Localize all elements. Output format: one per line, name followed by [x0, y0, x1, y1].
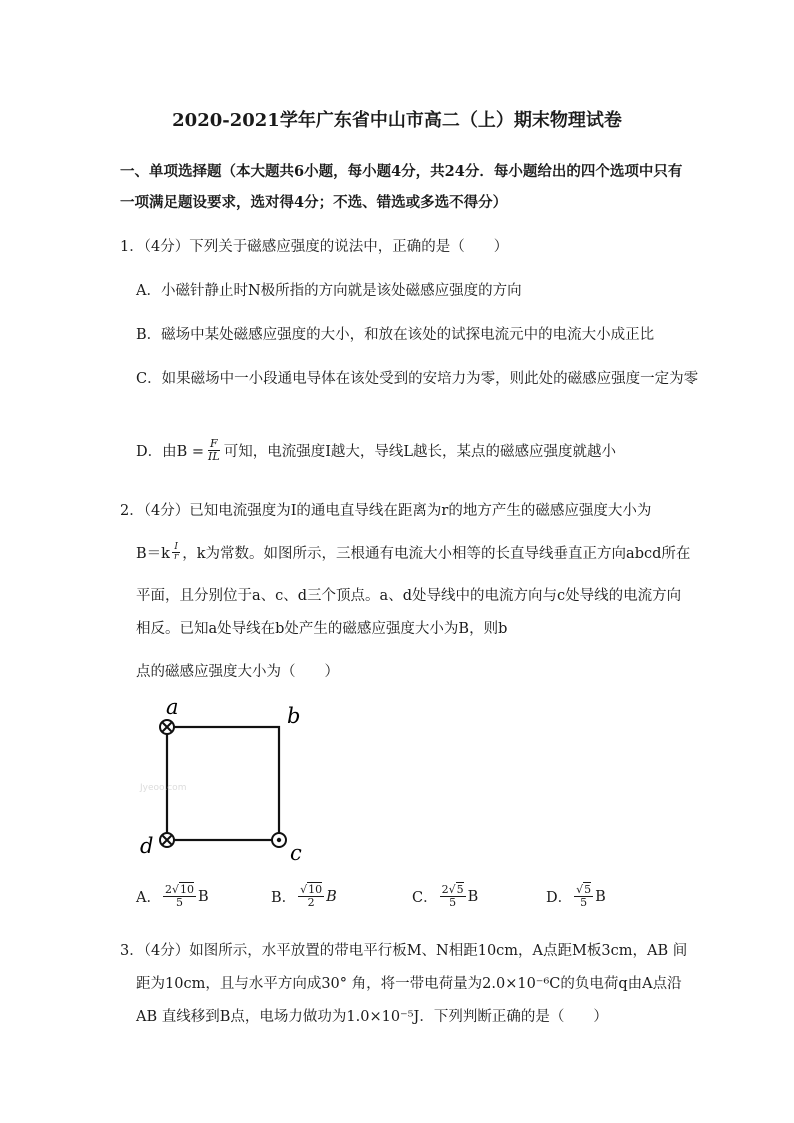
question-2-line4: 相反。已知a处导线在b处产生的磁感应强度大小为B，则b	[136, 621, 508, 637]
question-2-option-c	[412, 884, 478, 909]
formula-fraction	[172, 543, 180, 562]
question-2-line5: 点的磁感应强度大小为（ ）	[136, 664, 339, 680]
question-1-stem: 1．（4分）下列关于磁感应强度的说法中，正确的是（ ）	[120, 239, 509, 255]
unit: B	[595, 888, 606, 905]
denominator: 5	[175, 896, 183, 909]
question-1-option-a: A．小磁针静止时N极所指的方向就是该处磁感应强度的方向	[136, 283, 522, 299]
square-wires-figure	[130, 690, 330, 870]
radicand: 5	[584, 883, 592, 896]
coefficient: 2	[164, 883, 172, 896]
wire-a-into-page-icon	[160, 720, 174, 734]
question-2-option-b	[271, 884, 337, 909]
unit: B	[326, 888, 337, 905]
label-a: a	[166, 695, 179, 719]
coefficient: 2	[441, 883, 449, 896]
question-1-option-b: B．磁场中某处磁感应强度的大小，和放在该处的试探电流元中的电流大小成正比	[136, 327, 655, 343]
section-heading-line2: 一项满足题设要求，选对得4分；不选、错选或多选不得分）	[120, 194, 508, 211]
option-fraction: $\frac{√5}{5}$	[576, 883, 592, 909]
denominator: 2	[307, 896, 315, 909]
wire-c-out-of-page-icon	[272, 833, 286, 847]
option-d-suffix: 可知，电流强度I越大，导线L越长，某点的磁感应强度就越小	[223, 444, 617, 460]
option-letter: C．	[412, 890, 438, 906]
page-title: 2020-2021学年广东省中山市高二（上）期末物理试卷	[172, 110, 622, 131]
option-fraction: $\frac{√10}{2}$	[300, 883, 323, 909]
option-fraction: $\frac{2√10}{5}$	[164, 883, 194, 909]
fraction-denominator: r	[173, 552, 179, 562]
wire-d-into-page-icon	[160, 833, 174, 847]
radicand: 10	[180, 883, 194, 896]
question-3-line1: 3．（4分）如图所示，水平放置的带电平行板M、N相距10cm，A点距M板3cm，AB 间	[120, 943, 688, 959]
radicand: 10	[308, 883, 323, 896]
denominator: 5	[449, 896, 457, 909]
label-b: b	[287, 704, 301, 728]
denominator: 5	[580, 896, 588, 909]
question-3-line2: 距为10cm，且与水平方向成30° 角，将一带电荷量为2.0×10⁻⁶C的负电荷q由A点沿	[136, 976, 682, 992]
question-2-option-a	[136, 884, 209, 909]
question-3-line3: AB 直线移到B点，电场力做功为1.0×10⁻⁵J．下列判断正确的是（ ）	[136, 1009, 608, 1025]
question-2-line2	[136, 542, 690, 563]
label-d: d	[140, 834, 154, 858]
question-2-stem: 2．（4分）已知电流强度为I的通电直导线在距离为r的地方产生的磁感应强度大小为	[120, 503, 652, 519]
radicand: 5	[456, 883, 464, 896]
option-d-prefix: D．由B =	[136, 444, 205, 460]
option-letter: A．	[136, 890, 161, 906]
unit: B	[467, 888, 479, 905]
fraction-numerator: F	[210, 437, 218, 450]
label-c: c	[290, 841, 302, 865]
watermark: Jyeoo.com	[140, 783, 187, 793]
question-1-option-c: C．如果磁场中一小段通电导体在该处受到的安培力为零，则此处的磁感应强度一定为零	[136, 371, 699, 387]
question-2-line3: 平面，且分别位于a、c、d三个顶点。a、d处导线中的电流方向与c处导线的电流方向	[136, 588, 682, 604]
question-1-option-d	[136, 438, 616, 463]
question-2-option-d	[546, 884, 606, 909]
formula-suffix: ，k为常数。如图所示，三根通有电流大小相等的长直导线垂直正方向abcd所在	[182, 546, 691, 562]
section-heading-line1: 一、单项选择题（本大题共6小题，每小题4分，共24分．每小题给出的四个选项中只有	[120, 163, 683, 180]
fraction-numerator: I	[174, 542, 178, 552]
formula-fraction	[206, 438, 222, 463]
option-letter: B．	[271, 890, 297, 906]
fraction-denominator: IL	[208, 450, 220, 463]
unit: B	[198, 888, 209, 905]
option-letter: D．	[546, 890, 573, 906]
option-fraction: $\frac{2√5}{5}$	[441, 883, 464, 909]
formula-prefix: B＝k	[136, 546, 170, 562]
